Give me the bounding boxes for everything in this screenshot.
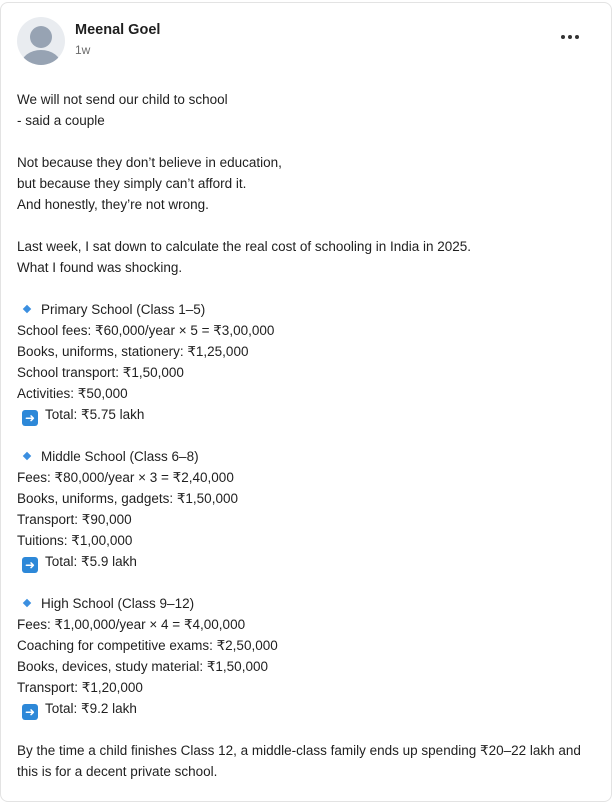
total-middle: ➜ Total: ₹5.9 lakh (17, 551, 603, 572)
section-heading-high: High School (Class 9–12) (17, 593, 603, 614)
small-blue-diamond-icon (23, 452, 31, 460)
section-heading-middle: Middle School (Class 6–8) (17, 446, 603, 467)
list-item: Books, devices, study material: ₹1,50,000 (17, 659, 268, 674)
list-item: School fees: ₹60,000/year × 5 = ₹3,00,000 (17, 323, 275, 338)
section-heading-primary: Primary School (Class 1–5) (17, 299, 603, 320)
para-line: What I found was shocking. (17, 260, 183, 275)
list-item: Transport: ₹90,000 (17, 512, 132, 527)
list-item: Fees: ₹80,000/year × 3 = ₹2,40,000 (17, 470, 234, 485)
list-item: Books, uniforms, gadgets: ₹1,50,000 (17, 491, 238, 506)
para-line: but because they simply can’t afford it. (17, 176, 247, 191)
avatar[interactable] (17, 17, 65, 65)
total-high: ➜ Total: ₹9.2 lakh (17, 698, 603, 719)
list-item: Books, uniforms, stationery: ₹1,25,000 (17, 344, 249, 359)
small-blue-diamond-icon (23, 599, 31, 607)
intro-line: We will not send our child to school (17, 92, 228, 107)
intro-line: - said a couple (17, 113, 105, 128)
right-arrow-icon: ➜ (22, 410, 38, 426)
para-line: Last week, I sat down to calculate the real cost of schooling in India in 2025. (17, 239, 472, 254)
post-card (0, 2, 612, 802)
avatar-body-shape (21, 50, 61, 65)
total-primary: ➜ Total: ₹5.75 lakh (17, 404, 603, 425)
author-name[interactable]: Meenal Goel (75, 22, 161, 38)
right-arrow-icon: ➜ (22, 557, 38, 573)
para-line: And honestly, they’re not wrong. (17, 197, 209, 212)
list-item: School transport: ₹1,50,000 (17, 365, 184, 380)
list-item: Tuitions: ₹1,00,000 (17, 533, 133, 548)
right-arrow-icon: ➜ (22, 704, 38, 720)
avatar-head-shape (30, 26, 52, 48)
small-blue-diamond-icon (23, 305, 31, 313)
para-line: Not because they don’t believe in education, (17, 155, 282, 170)
list-item: Transport: ₹1,20,000 (17, 680, 143, 695)
more-options-icon[interactable] (553, 23, 587, 51)
conclusion-paragraph: By the time a child finishes Class 12, a middle-class family ends up spending ₹20–22 lakh and this is for a decent private school. (17, 743, 581, 779)
list-item: Fees: ₹1,00,000/year × 4 = ₹4,00,000 (17, 617, 246, 632)
post-time: 1w (75, 43, 91, 57)
list-item: Coaching for competitive exams: ₹2,50,000 (17, 638, 278, 653)
post-body (17, 89, 603, 782)
list-item: Activities: ₹50,000 (17, 386, 128, 401)
